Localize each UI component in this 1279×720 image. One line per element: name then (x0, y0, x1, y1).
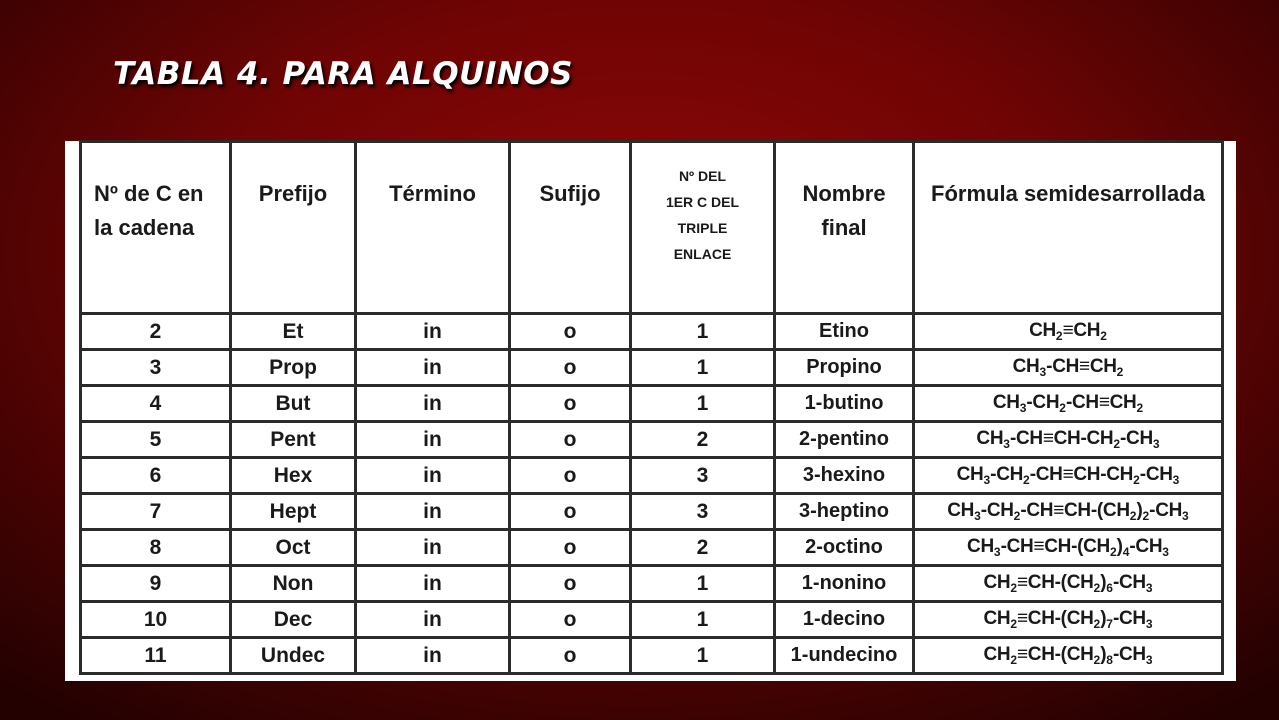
cell-formula (914, 530, 1223, 566)
table-row (81, 458, 1223, 494)
formula-subscript: 3 (974, 509, 981, 523)
cell-prefix: Pent (231, 422, 356, 458)
formula-text: -CH (980, 500, 1014, 521)
formula-subscript: 2 (1133, 473, 1140, 487)
formula-text: -CH (1139, 464, 1173, 485)
formula-text: ≡CH (1062, 320, 1101, 341)
cell-suffix: o (510, 350, 631, 386)
cell-carbon-count: 3 (81, 350, 231, 386)
formula-subscript: 2 (1142, 509, 1150, 523)
cell-formula (914, 566, 1223, 602)
formula-subscript: 2 (1136, 401, 1144, 415)
formula-subscript: 3 (1145, 581, 1153, 595)
cell-final-name: 3-heptino (775, 494, 914, 530)
cell-final-name: Propino (775, 350, 914, 386)
cell-formula (914, 638, 1223, 674)
cell-carbon-count: 4 (81, 386, 231, 422)
cell-triple-bond-position: 2 (631, 530, 775, 566)
cell-formula (914, 386, 1223, 422)
cell-suffix: o (510, 386, 631, 422)
cell-triple-bond-position: 1 (631, 314, 775, 350)
table-row (81, 638, 1223, 674)
header-final-name-line2: final (821, 215, 867, 240)
cell-triple-bond-position: 1 (631, 566, 775, 602)
header-row (81, 142, 1223, 314)
cell-triple-bond-position: 1 (631, 602, 775, 638)
formula-text: CH (992, 392, 1020, 413)
formula-text: ≡CH-(CH (1017, 572, 1094, 593)
formula-text: CH (983, 608, 1011, 629)
formula-subscript: 2 (1093, 653, 1101, 667)
cell-term: in (356, 638, 510, 674)
formula-subscript: 3 (1003, 437, 1010, 451)
formula-subscript: 3 (1145, 653, 1153, 667)
header-final-name-line1: Nombre (802, 181, 886, 206)
cell-final-name: 1-butino (775, 386, 914, 422)
formula-subscript: 3 (993, 545, 1001, 559)
formula-subscript: 2 (1113, 437, 1121, 451)
formula-subscript: 3 (1172, 473, 1180, 487)
cell-formula (914, 602, 1223, 638)
table-row (81, 494, 1223, 530)
formula-text: ) (1100, 644, 1107, 665)
formula-text: ≡CH-(CH (1017, 644, 1094, 665)
formula-text: CH (983, 644, 1011, 665)
cell-final-name: 1-decino (775, 602, 914, 638)
formula-subscript: 8 (1106, 653, 1113, 667)
cell-triple-bond-position: 1 (631, 638, 775, 674)
formula-subscript: 2 (1010, 617, 1018, 631)
formula-text: -CH (1112, 644, 1146, 665)
cell-formula (914, 314, 1223, 350)
cell-prefix: Hex (231, 458, 356, 494)
header-suffix: Sufijo (510, 142, 631, 314)
cell-carbon-count: 10 (81, 602, 231, 638)
cell-suffix: o (510, 602, 631, 638)
cell-triple-bond-position: 1 (631, 386, 775, 422)
cell-term: in (356, 422, 510, 458)
formula-subscript: 2 (1010, 653, 1018, 667)
header-triple-line3: TRIPLE (677, 220, 728, 236)
cell-term: in (356, 350, 510, 386)
cell-term: in (356, 494, 510, 530)
formula-subscript: 2 (1023, 473, 1030, 487)
cell-suffix: o (510, 422, 631, 458)
formula-text: CH (947, 500, 975, 521)
formula-text: CH (976, 428, 1004, 449)
formula-text: -CH (1129, 536, 1163, 557)
cell-term: in (356, 566, 510, 602)
cell-carbon-count: 2 (81, 314, 231, 350)
cell-term: in (356, 386, 510, 422)
formula-text: CH (1012, 356, 1040, 377)
formula-text: -CH (1026, 392, 1060, 413)
formula-subscript: 2 (1129, 509, 1137, 523)
cell-prefix: Undec (231, 638, 356, 674)
formula-subscript: 3 (983, 473, 991, 487)
formula-text: -CH (1120, 428, 1153, 449)
cell-formula (914, 350, 1223, 386)
cell-triple-bond-position: 3 (631, 458, 775, 494)
cell-suffix: o (510, 314, 631, 350)
cell-formula (914, 458, 1223, 494)
cell-formula (914, 422, 1223, 458)
cell-term: in (356, 314, 510, 350)
slide-title: TABLA 4. PARA ALQUINOS (113, 56, 573, 92)
formula-subscript: 4 (1122, 545, 1130, 559)
cell-final-name: Etino (775, 314, 914, 350)
cell-carbon-count: 9 (81, 566, 231, 602)
formula-text: ) (1116, 536, 1123, 557)
formula-text: -CH≡CH-CH (1009, 428, 1114, 449)
formula-subscript: 3 (1019, 401, 1027, 415)
cell-prefix: Non (231, 566, 356, 602)
cell-final-name: 2-octino (775, 530, 914, 566)
formula-text: CH (956, 464, 984, 485)
cell-final-name: 3-hexino (775, 458, 914, 494)
formula-subscript: 3 (1162, 545, 1169, 559)
formula-text: ) (1136, 500, 1143, 521)
cell-term: in (356, 458, 510, 494)
table-row (81, 350, 1223, 386)
header-formula: Fórmula semidesarrollada (914, 142, 1223, 314)
cell-formula (914, 494, 1223, 530)
header-prefix: Prefijo (231, 142, 356, 314)
cell-triple-bond-position: 2 (631, 422, 775, 458)
formula-subscript: 2 (1109, 545, 1117, 559)
formula-subscript: 2 (1059, 401, 1066, 415)
table-row (81, 602, 1223, 638)
cell-prefix: But (231, 386, 356, 422)
cell-suffix: o (510, 638, 631, 674)
header-carbon-count-line2: la cadena (94, 215, 195, 240)
table-row (81, 386, 1223, 422)
table-row (81, 530, 1223, 566)
formula-subscript: 3 (1182, 509, 1189, 523)
cell-suffix: o (510, 566, 631, 602)
formula-subscript: 2 (1093, 617, 1101, 631)
formula-subscript: 2 (1055, 329, 1063, 343)
cell-final-name: 1-undecino (775, 638, 914, 674)
cell-term: in (356, 530, 510, 566)
formula-text: CH (983, 572, 1011, 593)
cell-carbon-count: 6 (81, 458, 231, 494)
formula-text: ) (1100, 608, 1107, 629)
formula-text: -CH≡CH (1046, 356, 1117, 377)
formula-text: ) (1100, 572, 1107, 593)
cell-prefix: Oct (231, 530, 356, 566)
header-triple-line4: ENLACE (673, 246, 732, 262)
formula-text: -CH (1112, 608, 1146, 629)
cell-final-name: 1-nonino (775, 566, 914, 602)
formula-text: -CH (990, 464, 1024, 485)
cell-prefix: Hept (231, 494, 356, 530)
cell-prefix: Prop (231, 350, 356, 386)
formula-text: -CH (1112, 572, 1146, 593)
formula-subscript: 6 (1106, 581, 1113, 595)
cell-carbon-count: 7 (81, 494, 231, 530)
cell-carbon-count: 11 (81, 638, 231, 674)
formula-text: -CH≡CH-CH (1029, 464, 1134, 485)
formula-subscript: 2 (1093, 581, 1101, 595)
cell-suffix: o (510, 458, 631, 494)
formula-text: CH (1029, 320, 1056, 341)
table-row (81, 422, 1223, 458)
formula-subscript: 2 (1013, 509, 1021, 523)
table-row (81, 566, 1223, 602)
formula-subscript: 3 (1039, 365, 1047, 379)
formula-subscript: 3 (1152, 437, 1160, 451)
cell-term: in (356, 602, 510, 638)
cell-triple-bond-position: 3 (631, 494, 775, 530)
cell-carbon-count: 8 (81, 530, 231, 566)
table-row (81, 314, 1223, 350)
header-triple-line2: 1ER C DEL (665, 194, 740, 210)
formula-subscript: 3 (1145, 617, 1153, 631)
formula-subscript: 7 (1106, 617, 1113, 631)
header-carbon-count-line1: Nº de C en (94, 181, 204, 206)
cell-suffix: o (510, 494, 631, 530)
alkyne-table (79, 140, 1224, 675)
formula-text: -CH≡CH-(CH (1000, 536, 1110, 557)
formula-text: -CH≡CH-(CH (1020, 500, 1130, 521)
formula-subscript: 2 (1010, 581, 1018, 595)
header-term: Término (356, 142, 510, 314)
cell-prefix: Dec (231, 602, 356, 638)
cell-prefix: Et (231, 314, 356, 350)
header-carbon-count (81, 142, 231, 314)
formula-subscript: 2 (1116, 365, 1124, 379)
cell-suffix: o (510, 530, 631, 566)
formula-text: ≡CH-(CH (1017, 608, 1094, 629)
header-triple-bond-position (631, 142, 775, 314)
header-triple-line1: Nº DEL (678, 168, 727, 184)
formula-text: -CH (1149, 500, 1183, 521)
formula-text: CH (967, 536, 994, 557)
table-sheet (65, 141, 1236, 681)
cell-carbon-count: 5 (81, 422, 231, 458)
cell-triple-bond-position: 1 (631, 350, 775, 386)
cell-final-name: 2-pentino (775, 422, 914, 458)
formula-text: -CH≡CH (1065, 392, 1137, 413)
header-final-name (775, 142, 914, 314)
formula-subscript: 2 (1100, 329, 1107, 343)
